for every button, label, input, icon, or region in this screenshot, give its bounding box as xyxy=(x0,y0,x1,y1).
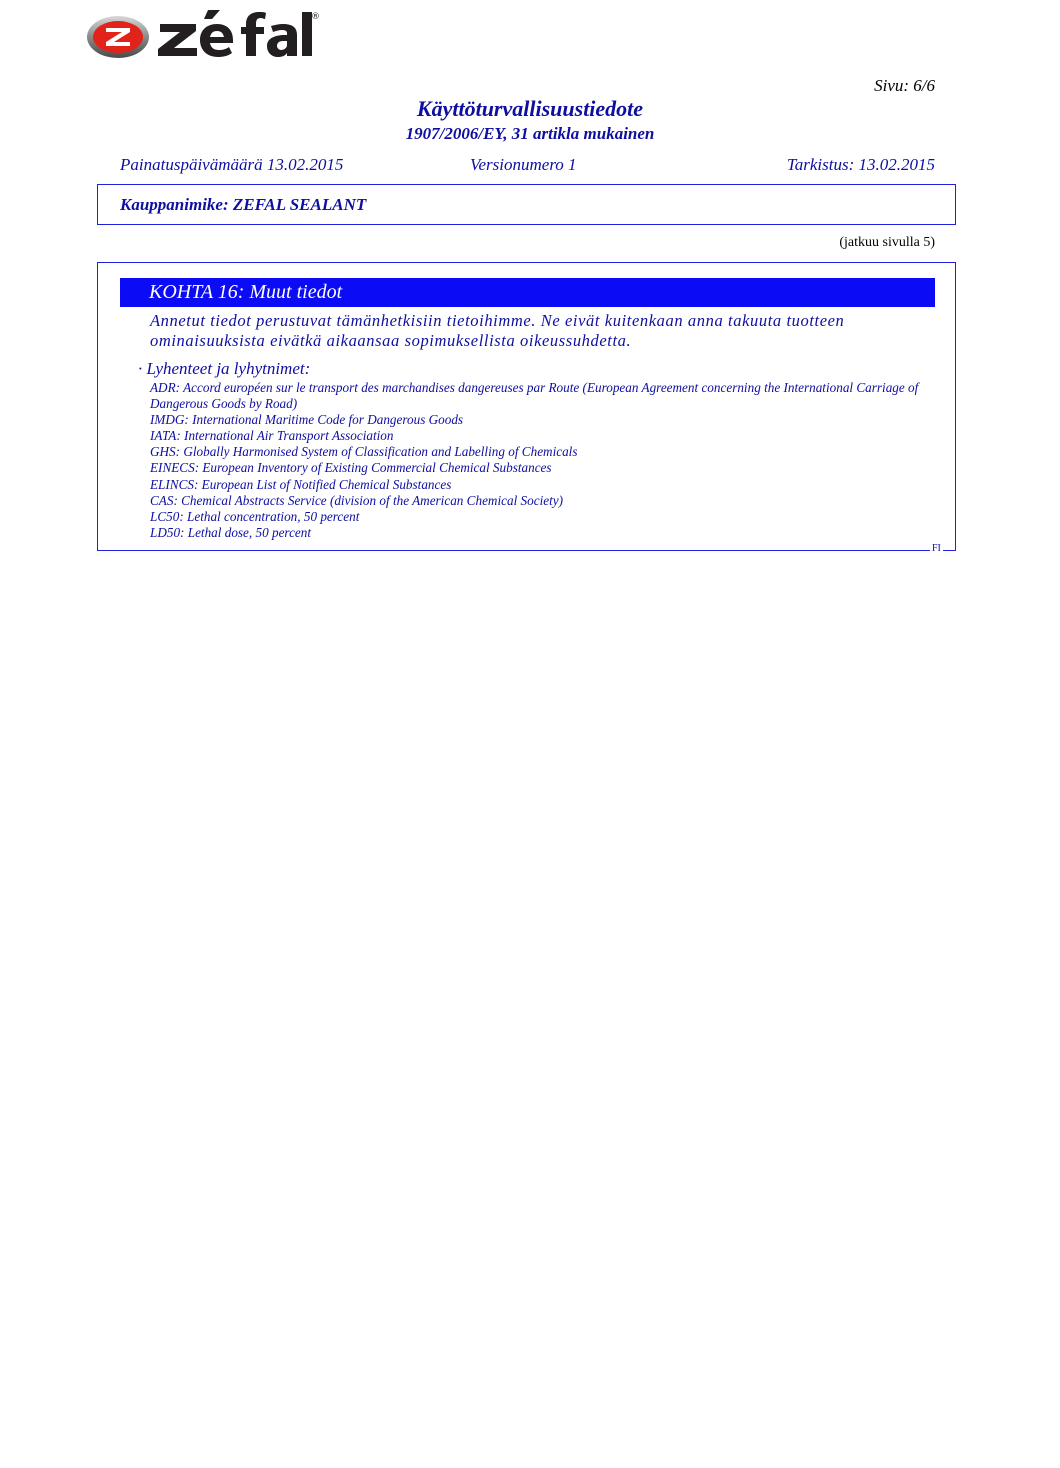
zefal-logo-graphic xyxy=(86,10,318,60)
abbreviation-item: LC50: Lethal concentration, 50 percent xyxy=(150,508,360,524)
abbreviation-item: ADR: Accord européen sur le transport des marchandises dangereuses par Route (European Agreement concerning the International Carriage of Dangerous Goods by Road) xyxy=(150,380,919,412)
abbreviation-item: LD50: Lethal dose, 50 percent xyxy=(150,524,312,540)
logo-wordmark xyxy=(158,10,312,57)
disclaimer-text: Annetut tiedot perustuvat tämänhetkisiin tietoihimme. Ne eivät kuitenkaan anna takuuta tuotteen ominaisuuksista eivätkä aikaansaa sopimuksellista oikeussuhdetta. xyxy=(150,311,845,350)
abbreviation-item: EINECS: European Inventory of Existing Commercial Chemical Substances xyxy=(150,460,552,476)
section-header-bar xyxy=(120,278,935,307)
trade-name-box xyxy=(97,184,956,225)
document-subtitle: 1907/2006/EY, 31 artikla mukainen xyxy=(405,124,655,143)
page-number: Sivu: 6/6 xyxy=(874,76,935,95)
abbreviations-heading: · Lyhenteet ja lyhytnimet: xyxy=(138,359,311,378)
version-number: Versionumero 1 xyxy=(470,155,577,174)
continued-note: (jatkuu sivulla 5) xyxy=(839,235,935,250)
section-16-box xyxy=(97,262,956,551)
language-code: FI xyxy=(932,543,941,554)
trade-name: Kauppanimike: ZEFAL SEALANT xyxy=(120,195,367,214)
abbreviation-item: ELINCS: European List of Notified Chemical Substances xyxy=(150,476,452,492)
abbreviations-list xyxy=(150,380,945,541)
abbreviation-item: IMDG: International Maritime Code for Dangerous Goods xyxy=(150,412,464,428)
registered-trademark-mark: ® xyxy=(311,12,320,22)
document-title: Käyttöturvallisuustiedote xyxy=(416,96,644,121)
section-title: KOHTA 16: Muut tiedot xyxy=(149,281,343,303)
brand-logo xyxy=(86,10,318,60)
print-date: Painatuspäivämäärä 13.02.2015 xyxy=(120,155,344,174)
abbreviation-item: IATA: International Air Transport Association xyxy=(150,428,394,444)
abbreviation-item: CAS: Chemical Abstracts Service (division of the American Chemical Society) xyxy=(150,492,563,508)
revision-date: Tarkistus: 13.02.2015 xyxy=(786,155,935,174)
abbreviation-item: GHS: Globally Harmonised System of Classification and Labelling of Chemicals xyxy=(150,444,578,460)
